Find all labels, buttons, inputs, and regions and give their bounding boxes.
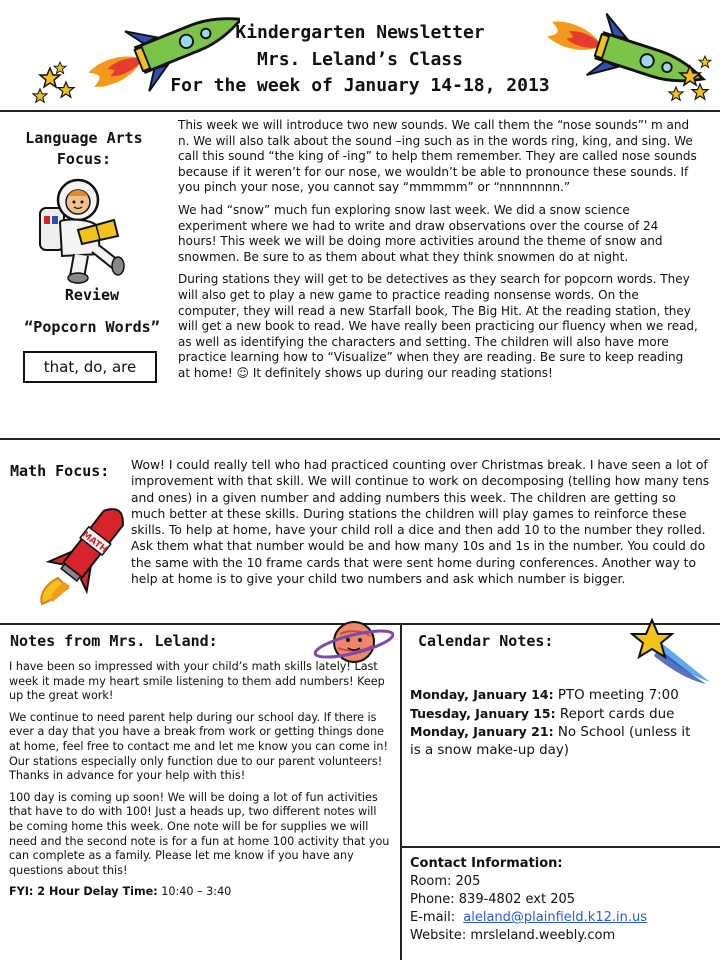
language-arts-heading: Language Arts Focus: xyxy=(25,129,143,168)
notes-paragraph: I have been so impressed with your child’s math skills lately! Last week it made my heart smile listening to them add numbers! Keep up the great work! xyxy=(9,660,385,703)
calendar-date: Tuesday, January 15: xyxy=(410,705,556,721)
contact-email-label: E-mail: xyxy=(410,910,456,925)
math-paragraph: Wow! I could really tell who had practiced counting over Christmas break. I have seen a lot of improvement with that skill. We will continue to work on decomposing (telling how many tens and ones) in a given number and adding numbers this week. The children are getting so much better at these skills. During stations the children will play games to reinforce these skills. To help at home, have your child roll a dice and then add 10 to the number they rolled. Ask them what that number would be and how many 10s and 1s in the number. You could do the same with the 10 frame cards that were sent home during conferences. Another way to help at home is to give your child two numbers and ask which number is bigger. xyxy=(131,458,710,587)
svg-text:MATH: MATH xyxy=(79,529,109,556)
astronaut-reading-icon xyxy=(34,176,134,284)
popcorn-words-label: “Popcorn Words” xyxy=(24,318,160,336)
fyi-label: FYI: 2 Hour Delay Time: xyxy=(9,885,158,899)
contact-phone: Phone: 839-4802 ext 205 xyxy=(410,892,576,907)
rule-bottom-divider xyxy=(400,623,402,960)
calendar-heading: Calendar Notes: xyxy=(418,632,554,650)
fyi-value: 10:40 – 3:40 xyxy=(161,885,232,899)
contact-info xyxy=(410,855,710,945)
newsletter-title: Kindergarten Newsletter xyxy=(235,22,485,43)
calendar-item xyxy=(410,705,692,724)
notes-body xyxy=(9,660,391,907)
calendar-list xyxy=(410,686,692,759)
review-label: Review xyxy=(64,286,120,304)
calendar-date: Monday, January 21: xyxy=(410,724,554,740)
fyi-line xyxy=(9,885,391,900)
calendar-item xyxy=(410,723,692,759)
popcorn-words-box xyxy=(23,351,157,383)
shooting-star-icon xyxy=(630,618,716,686)
calendar-text: Report cards due xyxy=(559,706,675,722)
rule-contact xyxy=(400,846,720,848)
contact-email-link[interactable]: aleland@plainfield.k12.in.us xyxy=(463,910,647,925)
contact-website: Website: mrsleland.weebly.com xyxy=(410,928,616,943)
week-of: For the week of January 14-18, 2013 xyxy=(170,75,550,96)
language-arts-paragraph: This week we will introduce two new sounds. We call them the “nose sounds”' m and n. We will also talk about the sound –ing such as in the words ring, king, and sing. We call this sound “the king of -ing” to help them remember. They are called nose sounds because if it weren’t for our nose, we wouldn’t be able to pronounce these sounds. If you pinch your nose, you cannot say “mmmmm” or “nnnnnnnn.” xyxy=(178,118,697,195)
calendar-date: Monday, January 14: xyxy=(410,687,554,702)
language-arts-paragraph: We had “snow” much fun exploring snow last week. We did a snow science experiment where we had to write and draw observations over the course of 24 hours! This week we will be doing more activities around the theme of snow and snowmen. Be sure to as them about what they think snowmen do at night. xyxy=(178,202,663,264)
math-heading: Math Focus: xyxy=(10,462,110,480)
notes-paragraph: We continue to need parent help during our school day. If there is ever a day that you have a break from work or getting things done at home, feel free to contact me and let me know you can come in! Our stations especially only function due to our parent volunteers! Thanks in advance for your help with this! xyxy=(9,710,388,783)
math-body xyxy=(131,457,711,594)
calendar-text: No School (unless it is a snow make-up day) xyxy=(410,725,691,758)
notes-paragraph: 100 day is coming up soon! We will be doing a lot of fun activities that have to do with 100! Just a heads up, two different notes will be coming home this week. One note will be for supplies we will need and the second note is for a fun at home 100 activity that you can complete as a family. Please let me know if you have any questions about this! xyxy=(9,790,390,877)
language-arts-paragraph: During stations they will get to be detectives as they search for popcorn words. They will also get to play a new game to practice reading nonsense words. On the computer, they will read a new Starfall book, The Big Hit. At the reading station, they will get a new book to read. We have really been practicing our fluency when we read, as well as identifying the characters and setting. The children will also have more practice learning how to “Visualize” when they are reading. Be sure to keep reading at home! ☺ It definitely shows up during our reading stations! xyxy=(178,272,698,380)
popcorn-words: that, do, are xyxy=(43,358,137,376)
contact-room: Room: 205 xyxy=(410,874,481,889)
calendar-text: PTO meeting 7:00 xyxy=(557,688,679,703)
contact-heading: Contact Information: xyxy=(410,856,563,871)
rule-language-arts xyxy=(0,438,720,440)
contact-email-row xyxy=(410,909,710,927)
class-name: Mrs. Leland’s Class xyxy=(257,49,463,70)
calendar-item xyxy=(410,686,692,705)
rule-header xyxy=(0,110,720,112)
language-arts-body xyxy=(178,118,698,389)
notes-heading: Notes from Mrs. Leland: xyxy=(10,632,218,650)
math-rocket-icon xyxy=(38,494,126,606)
